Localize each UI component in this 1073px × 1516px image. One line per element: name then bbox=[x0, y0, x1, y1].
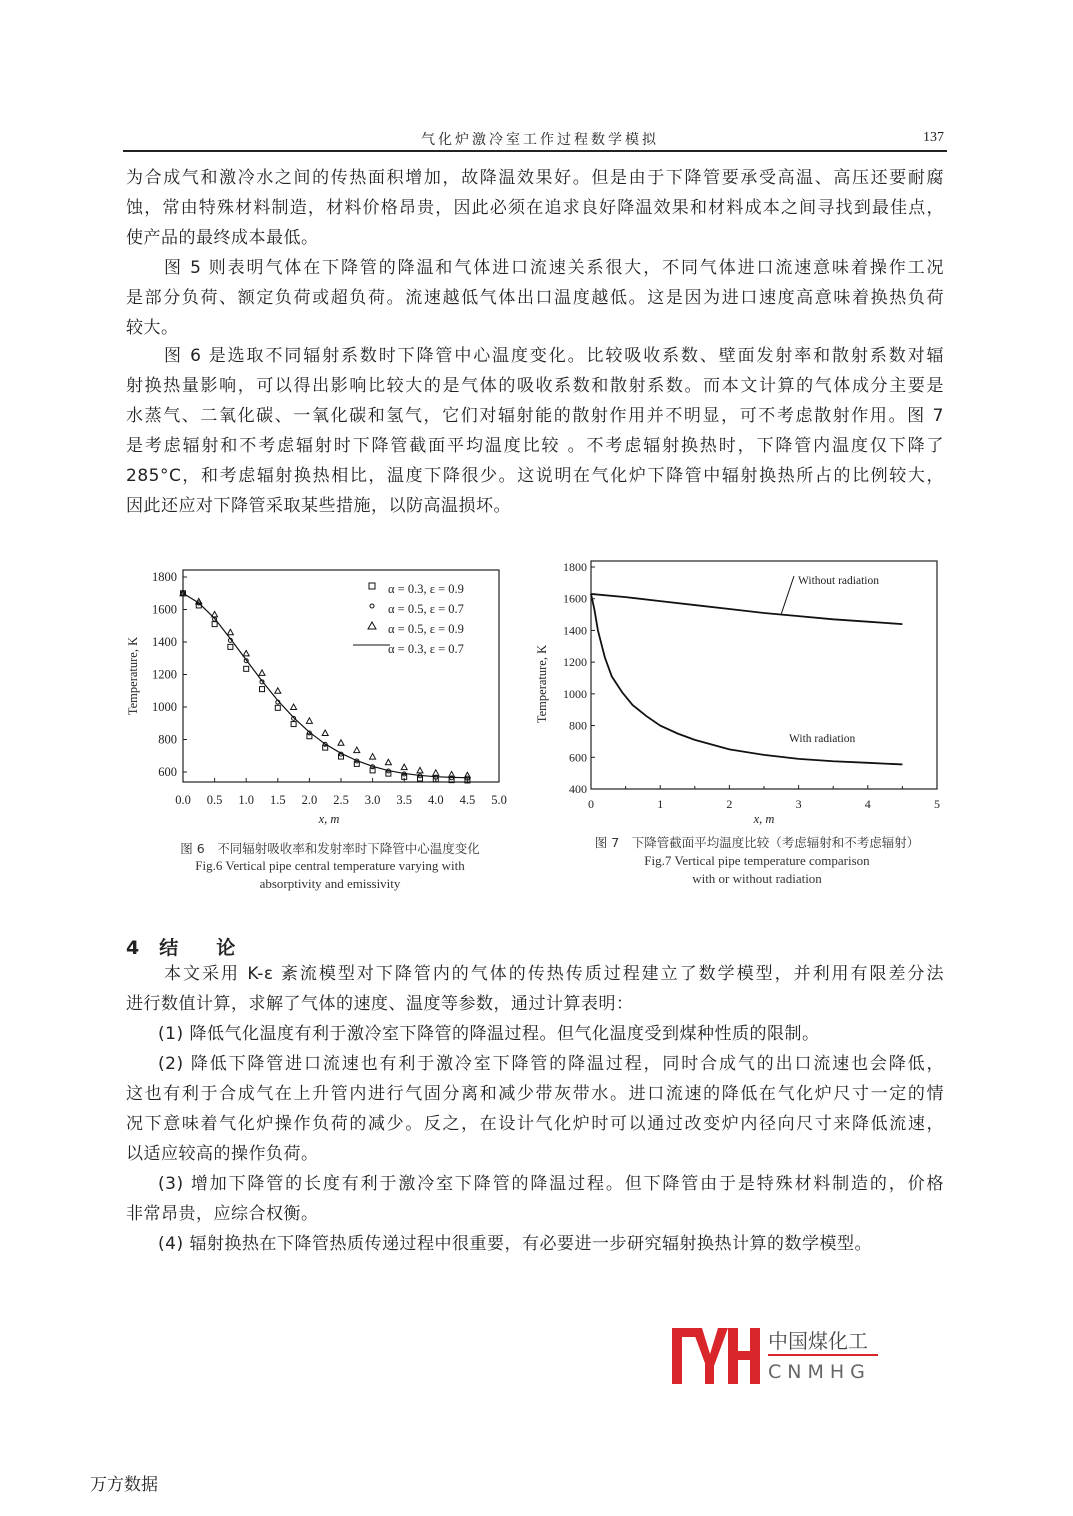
text-line: 以适应较高的操作负荷。 bbox=[126, 1144, 319, 1164]
fig7-y-tick-label: 1800 bbox=[563, 560, 587, 574]
fig6-triangle-marker bbox=[306, 718, 312, 724]
fig7-x-tick-label: 0 bbox=[588, 797, 594, 811]
fig7-annotation-with: With radiation bbox=[789, 733, 856, 745]
fig6-y-tick-label: 1600 bbox=[152, 602, 177, 617]
fig7-y-axis-label: Temperature, K bbox=[535, 644, 549, 724]
footer-source: 万方数据 bbox=[90, 1475, 158, 1495]
fig6-x-tick-label: 2.5 bbox=[333, 793, 349, 807]
text-line: 水蒸气、二氧化碳、一氧化碳和氢气，它们对辐射能的散射作用并不明显，可不考虑散射作用。图 7 bbox=[126, 406, 944, 426]
fig6-legend-label: α = 0.5, ε = 0.7 bbox=[388, 602, 464, 616]
legend-triangle-icon bbox=[368, 622, 376, 629]
fig6-x-tick-label: 0.0 bbox=[175, 793, 191, 807]
fig6-triangle-marker bbox=[322, 730, 328, 736]
fig7-x-tick-label: 1 bbox=[657, 797, 664, 811]
fig6-x-tick-label: 1.0 bbox=[238, 793, 255, 807]
fig6-triangle-marker bbox=[354, 747, 360, 753]
fig7-series-line bbox=[591, 594, 902, 624]
fig7-caption-en-1: Fig.7 Vertical pipe temperature comparison bbox=[644, 853, 870, 868]
fig6-y-tick-label: 1000 bbox=[152, 700, 177, 714]
fig6-triangle-marker bbox=[464, 772, 470, 778]
fig6-y-tick-label: 1400 bbox=[152, 635, 177, 649]
text-line: (4) 辐射换热在下降管热质传递过程中很重要，有必要进一步研究辐射换热计算的数学模型。 bbox=[158, 1234, 872, 1254]
text-line: 是考虑辐射和不考虑辐射时下降管截面平均温度比较 。不考虑辐射换热时，下降管内温度仅下降了 bbox=[126, 436, 944, 456]
fig6-legend-label: α = 0.3, ε = 0.7 bbox=[388, 642, 464, 656]
fig6-x-tick-label: 0.5 bbox=[206, 793, 223, 807]
fig6-caption-cn: 图 6 不同辐射吸收率和发射率时下降管中心温度变化 bbox=[180, 841, 480, 856]
text-line: 非常昂贵，应综合权衡。 bbox=[126, 1204, 319, 1224]
fig7-x-tick-label: 4 bbox=[864, 797, 871, 811]
fig6-y-axis-label: Temperature, K bbox=[126, 636, 140, 716]
fig7-caption-en-2: with or without radiation bbox=[692, 871, 822, 886]
fig6-y-tick-label: 800 bbox=[158, 732, 177, 747]
fig7-y-tick-label: 800 bbox=[569, 718, 587, 733]
fig6-triangle-marker bbox=[291, 704, 297, 710]
text-line: (3) 增加下降管的长度有利于激冷室下降管的降温过程。但下降管由于是特殊材料制造的，价格 bbox=[158, 1174, 944, 1194]
text-line: 这也有利于合成气在上升管内进行气固分离和减少带灰带水。进口流速的降低在气化炉尺寸一定的情 bbox=[126, 1084, 944, 1104]
fig6-triangle-marker bbox=[401, 764, 407, 770]
text-line: 为合成气和激冷水之间的传热面积增加，故降温效果好。但是由于下降管要承受高温、高压还要耐腐 bbox=[126, 168, 944, 188]
fig6-y-tick-label: 600 bbox=[158, 765, 177, 779]
text-line: 本文采用 K-ε 紊流模型对下降管内的气体的传热传质过程建立了数学模型，并利用有限差分法 bbox=[164, 964, 944, 984]
fig7-annotation-leader bbox=[781, 576, 794, 614]
fig7-caption-cn: 图 7 下降管截面平均温度比较（考虑辐射和不考虑辐射） bbox=[594, 835, 920, 850]
logo-en-text: CNMHG bbox=[768, 1361, 871, 1383]
fig6-triangle-marker bbox=[227, 629, 233, 635]
section-number: 4 bbox=[126, 937, 140, 959]
fig6-x-tick-label: 4.0 bbox=[427, 793, 444, 807]
text-line: 285°C，和考虑辐射换热相比，温度下降很少。这说明在气化炉下降管中辐射换热所占的比例较大， bbox=[126, 466, 944, 486]
running-header-title: 气化炉激冷室工作过程数学模拟 bbox=[421, 132, 659, 148]
text-line: 射换热量影响，可以得出影响比较大的是气体的吸收系数和散射系数。而本文计算的气体成分主要是 bbox=[126, 376, 944, 396]
text-line: 是部分负荷、额定负荷或超负荷。流速越低气体出口温度越低。这是因为进口速度高意味着换热负荷 bbox=[126, 288, 944, 308]
fig7-y-tick-label: 600 bbox=[569, 750, 587, 765]
fig6-x-tick-label: 1.5 bbox=[269, 793, 286, 807]
fig6-caption-en-1: Fig.6 Vertical pipe central temperature varying with bbox=[195, 858, 465, 873]
section-title: 结 论 bbox=[159, 937, 236, 959]
page-number: 137 bbox=[923, 130, 944, 145]
text-line: 图 6 是选取不同辐射系数时下降管中心温度变化。比较吸收系数、壁面发射率和散射系数对辐 bbox=[164, 346, 944, 366]
fig6-triangle-marker bbox=[259, 670, 265, 676]
fig7-y-tick-label: 1600 bbox=[563, 591, 587, 606]
fig7-y-tick-label: 1200 bbox=[563, 655, 587, 670]
fig6-x-tick-label: 2.0 bbox=[301, 793, 318, 807]
fig6-triangle-marker bbox=[433, 770, 439, 776]
fig6-triangle-marker bbox=[338, 740, 344, 746]
fig6-square-marker bbox=[212, 622, 217, 627]
legend-circle-icon bbox=[370, 604, 374, 608]
fig6-y-tick-label: 1200 bbox=[152, 667, 177, 682]
fig6-legend-label: α = 0.3, ε = 0.9 bbox=[388, 582, 464, 596]
logo-mark-icon bbox=[672, 1326, 882, 1388]
fig7-x-tick-label: 5 bbox=[934, 797, 940, 811]
text-line: 进行数值计算，求解了气体的速度、温度等参数，通过计算表明： bbox=[126, 994, 634, 1014]
fig6-triangle-marker bbox=[370, 754, 376, 760]
text-line: 蚀，常由特殊材料制造，材料价格昂贵，因此必须在追求良好降温效果和材料成本之间寻找到最佳点， bbox=[126, 198, 944, 218]
fig6-triangle-marker bbox=[417, 767, 423, 773]
text-line: 因此还应对下降管采取某些措施，以防高温损坏。 bbox=[126, 496, 511, 516]
fig7-x-tick-label: 2 bbox=[726, 797, 733, 811]
fig6-x-tick-label: 3.5 bbox=[396, 793, 413, 807]
fig6-caption-en-2: absorptivity and emissivity bbox=[259, 876, 401, 891]
text-line: (1) 降低气化温度有利于激冷室下降管的降温过程。但气化温度受到煤种性质的限制。 bbox=[158, 1024, 820, 1044]
legend-square-icon bbox=[369, 583, 375, 589]
text-line: 使产品的最终成本最低。 bbox=[126, 228, 319, 248]
fig6-square-marker bbox=[291, 722, 296, 727]
logo-cn-text: 中国煤化工 bbox=[768, 1329, 868, 1353]
fig6-x-tick-label: 3.0 bbox=[364, 793, 381, 807]
fig7-x-axis-label: x, m bbox=[753, 812, 775, 826]
fig7-y-tick-label: 1000 bbox=[563, 686, 587, 701]
fig6-triangle-marker bbox=[275, 688, 281, 694]
text-line: 较大。 bbox=[126, 318, 179, 338]
fig7-annotation-without: Without radiation bbox=[798, 575, 879, 587]
fig6-y-tick-label: 1800 bbox=[152, 570, 177, 584]
fig6-triangle-marker bbox=[385, 759, 391, 765]
cnmhg-logo bbox=[672, 1326, 882, 1392]
fig6-square-marker bbox=[260, 687, 265, 692]
fig6-x-tick-label: 5.0 bbox=[491, 793, 507, 807]
fig7-y-tick-label: 400 bbox=[569, 782, 587, 796]
fig6-triangle-marker bbox=[243, 650, 249, 656]
fig7-x-tick-label: 3 bbox=[795, 797, 802, 811]
fig7-y-tick-label: 1400 bbox=[563, 623, 587, 638]
fig6-square-marker bbox=[275, 705, 280, 710]
text-line: 况下意味着气化炉操作负荷的减少。反之，在设计气化炉时可以通过改变炉内径向尺寸来降低流速， bbox=[126, 1114, 944, 1134]
fig6-legend-label: α = 0.5, ε = 0.9 bbox=[388, 622, 464, 636]
fig6-square-marker bbox=[244, 666, 249, 671]
fig6-x-tick-label: 4.5 bbox=[459, 793, 476, 807]
fig6-x-axis-label: x, m bbox=[318, 812, 340, 826]
fig6-square-marker bbox=[228, 644, 233, 649]
text-line: (2) 降低下降管进口流速也有利于激冷室下降管的降温过程，同时合成气的出口流速也会降低， bbox=[158, 1054, 944, 1074]
text-line: 图 5 则表明气体在下降管的降温和气体进口流速关系很大，不同气体进口流速意味着操作工况 bbox=[164, 258, 944, 278]
fig7-series-line bbox=[591, 594, 902, 764]
section-heading bbox=[126, 933, 255, 960]
